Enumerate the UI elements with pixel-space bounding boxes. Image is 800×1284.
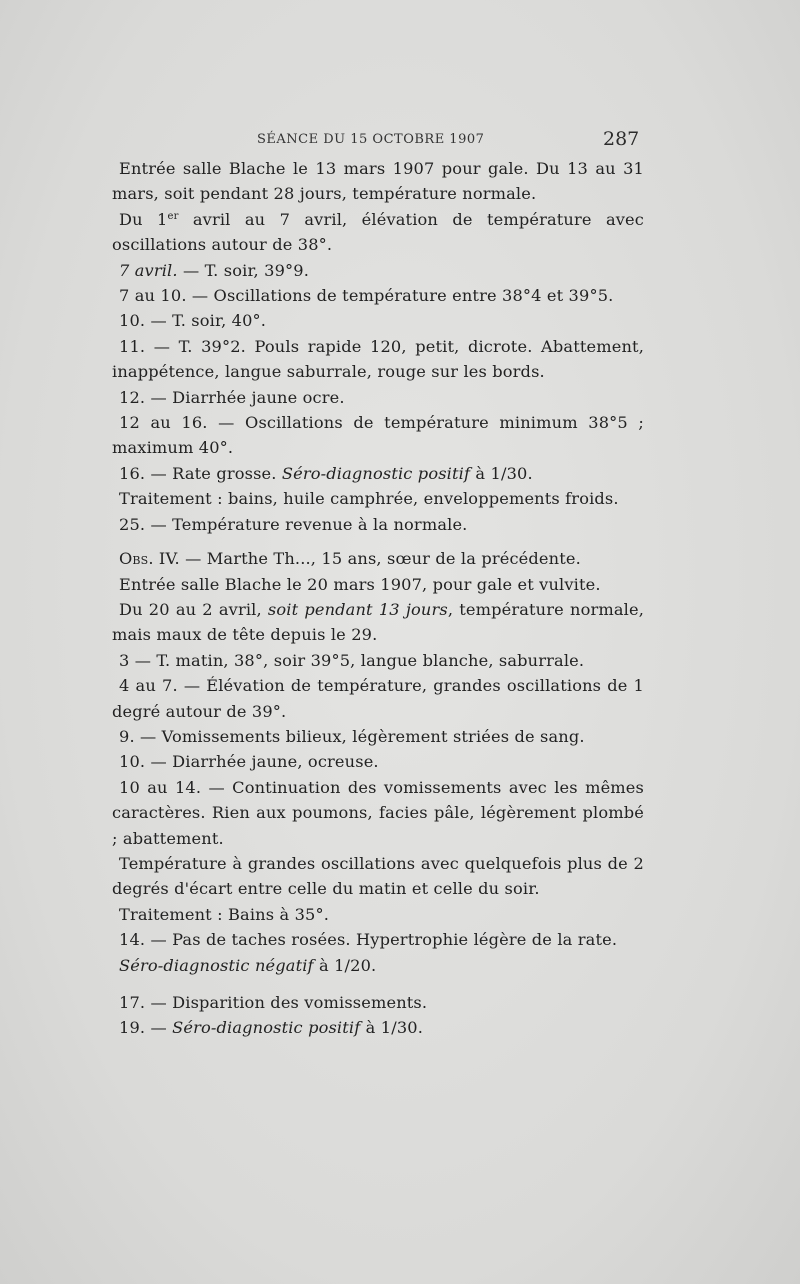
paragraph: 16. — Rate grosse. Séro-diagnostic positif à 1/30. bbox=[119, 463, 533, 483]
paragraph: Traitement : bains, huile camphrée, enveloppements froids. bbox=[119, 489, 619, 509]
paragraph: Température à grandes oscillations avec quelquefois plus de 2 degrés d'écart entre celle du matin et celle du soir. bbox=[112, 853, 644, 899]
paragraph: 14. — Pas de taches rosées. Hypertrophie légère de la rate. bbox=[119, 930, 618, 950]
paragraph: 4 au 7. — Élévation de température, grandes oscillations de 1 degré autour de 39°. bbox=[112, 676, 644, 721]
paragraph: Du 1er avril au 7 avril, élévation de température avec oscillations autour de 38°. bbox=[112, 209, 645, 255]
paragraph: 9. — Vomissements bilieux, légèrement striées de sang. bbox=[119, 726, 585, 746]
paragraph: Du 20 au 2 avril, soit pendant 13 jours, température normale, mais maux de tête depuis le 29. bbox=[112, 599, 644, 645]
observation-heading: Obs. IV. — Marthe Th..., 15 ans, sœur de la précédente. bbox=[119, 549, 581, 569]
paragraph: Entrée salle Blache le 13 mars 1907 pour gale. Du 13 au 31 mars, soit pendant 28 jours, température normale. bbox=[112, 159, 644, 204]
paragraph: 3 — T. matin, 38°, soir 39°5, langue blanche, saburrale. bbox=[119, 650, 585, 670]
paragraph: 12 au 16. — Oscillations de température minimum 38°5 ; maximum 40°. bbox=[112, 413, 644, 458]
paragraph: 10. — Diarrhée jaune, ocreuse. bbox=[119, 752, 379, 772]
paragraph: Séro-diagnostic négatif à 1/20. bbox=[119, 955, 377, 975]
paragraph: 7 avril. — T. soir, 39°9. bbox=[119, 260, 310, 280]
paragraph: 10. — T. soir, 40°. bbox=[119, 311, 267, 331]
page-header bbox=[0, 128, 800, 152]
paragraph: 7 au 10. — Oscillations de température entre 38°4 et 39°5. bbox=[119, 286, 614, 306]
paragraph: Traitement : Bains à 35°. bbox=[119, 904, 330, 924]
body-text bbox=[112, 156, 644, 1041]
paragraph: 11. — T. 39°2. Pouls rapide 120, petit, dicrote. Abattement, inappétence, langue saburrale, rouge sur les bords. bbox=[112, 336, 644, 382]
paragraph: Entrée salle Blache le 20 mars 1907, pour gale et vulvite. bbox=[119, 574, 601, 594]
paragraph: 19. — Séro-diagnostic positif à 1/30. bbox=[119, 1018, 424, 1038]
paragraph: 10 au 14. — Continuation des vomissements avec les mêmes caractères. Rien aux poumons, facies pâle, légèrement plombé ; abattement. bbox=[112, 777, 644, 848]
running-head: SÉANCE DU 15 OCTOBRE 1907 bbox=[257, 132, 485, 147]
paragraph: 12. — Diarrhée jaune ocre. bbox=[119, 387, 345, 407]
paragraph: 25. — Température revenue à la normale. bbox=[119, 514, 468, 534]
paragraph: 17. — Disparition des vomissements. bbox=[119, 993, 428, 1012]
page-number: 287 bbox=[603, 128, 640, 150]
